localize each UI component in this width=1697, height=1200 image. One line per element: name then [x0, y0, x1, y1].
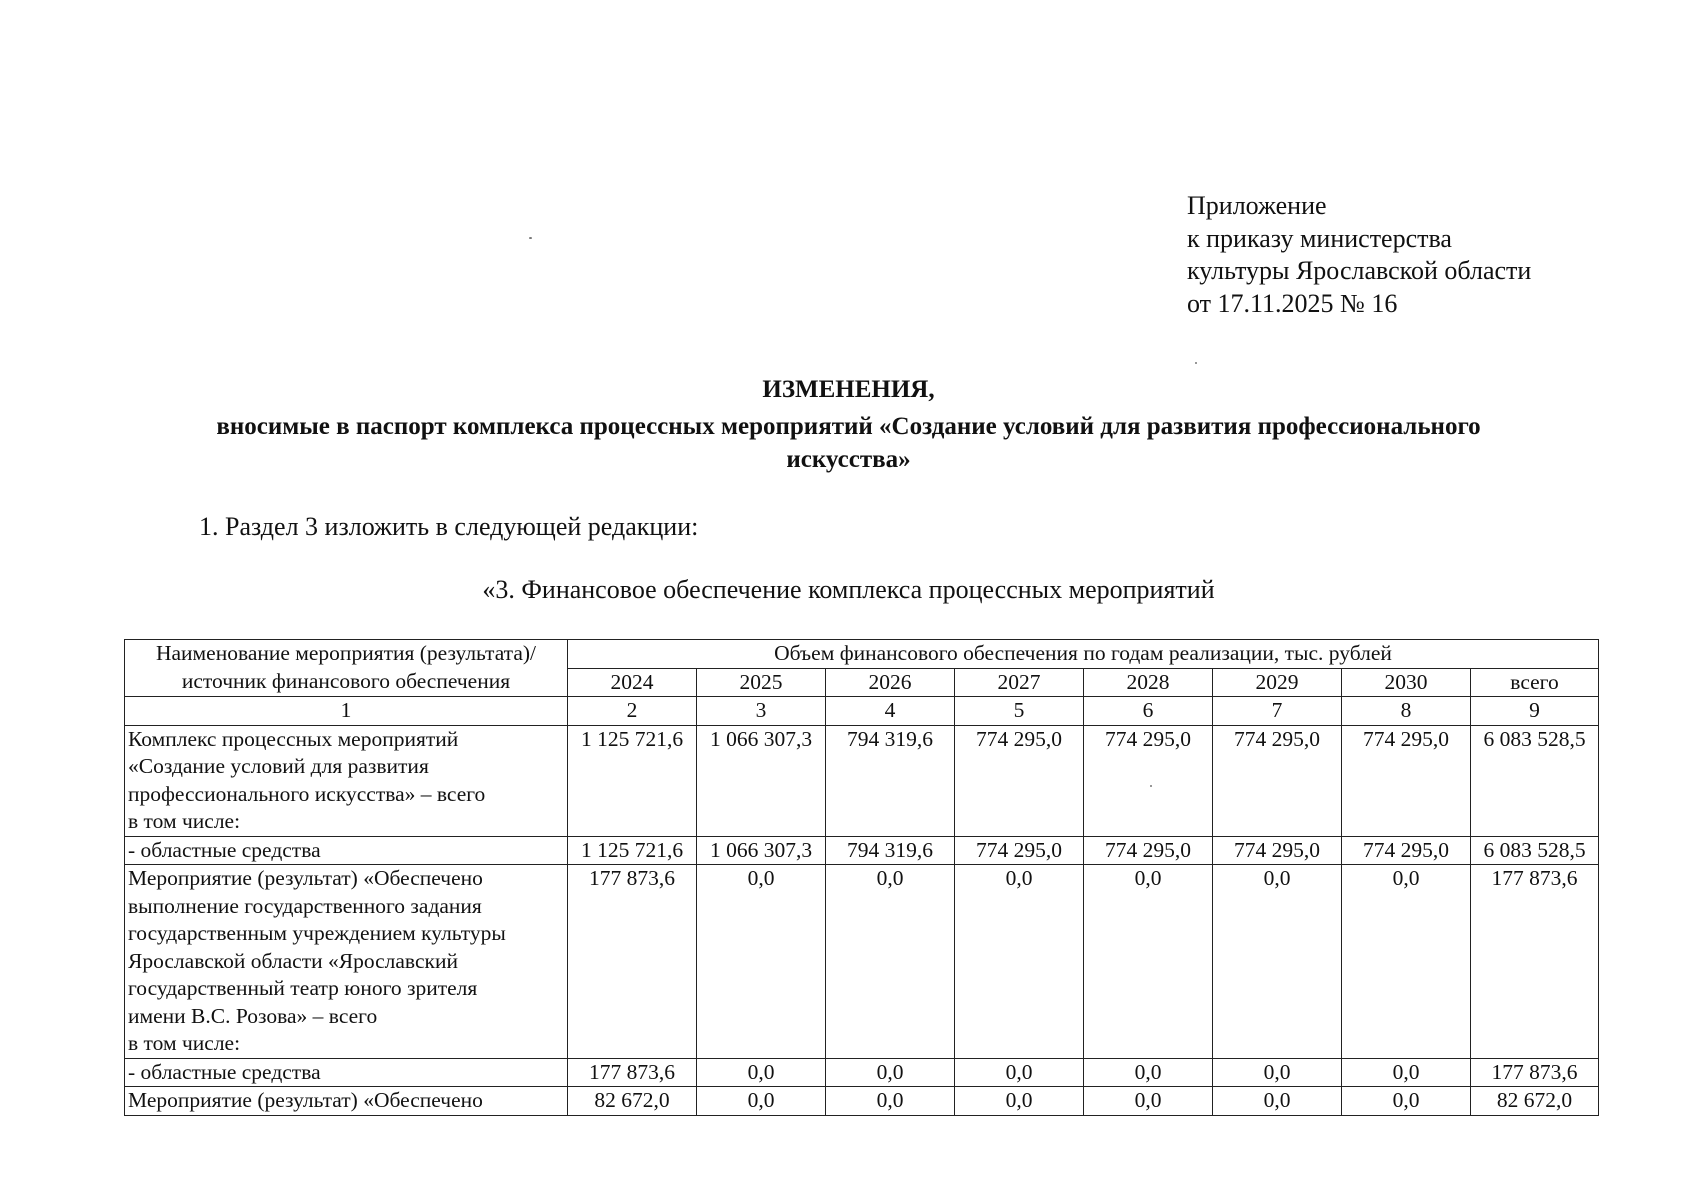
row-name-line: - областные средства	[128, 837, 321, 862]
document-subheading-cont: искусства»	[786, 446, 911, 473]
value-cell: 0,0	[697, 1087, 826, 1116]
scan-speck	[1150, 785, 1152, 787]
appendix-block	[1187, 190, 1531, 320]
value-cell: 0,0	[1084, 865, 1213, 1059]
column-number: 9	[1471, 697, 1599, 726]
value-cell: 0,0	[697, 865, 826, 1059]
header-row	[125, 640, 1599, 669]
header-name-line: Наименование мероприятия (результата)/	[155, 641, 537, 665]
value-cell: 774 295,0	[1084, 725, 1213, 836]
row-name-line: Мероприятие (результат) «Обеспечено	[128, 866, 483, 890]
value-cell: 82 672,0	[568, 1087, 697, 1116]
year-cell: 2028	[1084, 668, 1213, 697]
header-group-cell: Объем финансового обеспечения по годам реализации, тыс. рублей	[568, 640, 1599, 669]
value-cell: 794 319,6	[826, 725, 955, 836]
value-cell: 0,0	[955, 865, 1084, 1059]
row-name-line: - областные средства	[128, 1059, 321, 1084]
value-cell: 0,0	[1084, 1058, 1213, 1087]
year-cell: 2030	[1342, 668, 1471, 697]
value-cell-total: 82 672,0	[1471, 1087, 1599, 1116]
value-cell: 774 295,0	[1084, 836, 1213, 865]
scan-speck	[529, 237, 532, 239]
row-name-cell	[125, 865, 568, 1059]
value-cell: 1 066 307,3	[697, 725, 826, 836]
column-number: 4	[826, 697, 955, 726]
column-number: 2	[568, 697, 697, 726]
value-cell: 0,0	[826, 1058, 955, 1087]
year-cell: 2025	[697, 668, 826, 697]
value-cell: 0,0	[697, 1058, 826, 1087]
value-cell: 1 066 307,3	[697, 836, 826, 865]
value-cell: 0,0	[1213, 1058, 1342, 1087]
table-body	[125, 725, 1599, 1115]
row-name-line: государственный театр юного зрителя	[128, 976, 478, 1000]
value-cell: 0,0	[826, 865, 955, 1059]
value-cell: 0,0	[1213, 1087, 1342, 1116]
column-number: 8	[1342, 697, 1471, 726]
section-title: «3. Финансовое обеспечение комплекса процессных мероприятий	[482, 575, 1215, 604]
table-row	[125, 725, 1599, 836]
column-number: 6	[1084, 697, 1213, 726]
row-name-line: имени В.С. Розова» – всего	[128, 1003, 378, 1028]
appendix-date-number: от 17.11.2025 № 16	[1187, 288, 1398, 318]
table-row	[125, 836, 1599, 865]
appendix-line: к приказу министерства	[1187, 223, 1452, 253]
column-number: 7	[1213, 697, 1342, 726]
value-cell: 774 295,0	[1342, 836, 1471, 865]
scan-speck	[1195, 362, 1197, 364]
column-number: 1	[125, 697, 568, 726]
row-name-line: Ярославской области «Ярославский	[128, 948, 458, 973]
table-row	[125, 1058, 1599, 1087]
row-name-cell	[125, 836, 568, 865]
list-item-1: 1. Раздел 3 изложить в следующей редакции:	[199, 512, 699, 541]
year-cell: 2029	[1213, 668, 1342, 697]
value-cell-total: 177 873,6	[1471, 865, 1599, 1059]
value-cell-total: 6 083 528,5	[1471, 836, 1599, 865]
row-name-line: в том числе:	[128, 1031, 241, 1055]
table-row	[125, 1087, 1599, 1116]
row-name-cell	[125, 1058, 568, 1087]
table-row	[125, 865, 1599, 1059]
value-cell: 794 319,6	[826, 836, 955, 865]
header-name-line: источник финансового обеспечения	[181, 668, 511, 693]
value-cell-total: 177 873,6	[1471, 1058, 1599, 1087]
year-cell: 2024	[568, 668, 697, 697]
row-name-line: Мероприятие (результат) «Обеспечено	[128, 1088, 483, 1112]
finance-table	[124, 639, 1599, 1116]
value-cell: 0,0	[826, 1087, 955, 1116]
column-number: 5	[955, 697, 1084, 726]
value-cell-total: 6 083 528,5	[1471, 725, 1599, 836]
value-cell: 774 295,0	[1213, 836, 1342, 865]
value-cell: 0,0	[1213, 865, 1342, 1059]
row-name-line: в том числе:	[128, 809, 241, 833]
row-name-line: государственным учреждением культуры	[128, 921, 506, 945]
value-cell: 774 295,0	[1342, 725, 1471, 836]
value-cell: 1 125 721,6	[568, 725, 697, 836]
appendix-line: Приложение	[1187, 191, 1327, 220]
value-cell: 774 295,0	[1213, 725, 1342, 836]
row-name-line: выполнение государственного задания	[128, 893, 482, 918]
value-cell: 0,0	[1342, 1087, 1471, 1116]
year-cell: 2026	[826, 668, 955, 697]
value-cell: 0,0	[1342, 865, 1471, 1059]
row-name-cell	[125, 725, 568, 836]
document-heading: ИЗМЕНЕНИЯ,	[762, 376, 935, 403]
row-name-line: «Создание условий для развития	[128, 754, 429, 778]
header-name-cell	[125, 640, 568, 697]
row-name-cell	[125, 1087, 568, 1116]
document-subheading: вносимые в паспорт комплекса процессных мероприятий «Создание условий для развития профессионального	[216, 413, 1481, 440]
value-cell: 0,0	[1084, 1087, 1213, 1116]
value-cell: 774 295,0	[955, 836, 1084, 865]
year-cell-total: всего	[1471, 668, 1599, 697]
column-numbers-row	[125, 697, 1599, 726]
year-cell: 2027	[955, 668, 1084, 697]
value-cell: 0,0	[955, 1087, 1084, 1116]
value-cell: 1 125 721,6	[568, 836, 697, 865]
column-number: 3	[697, 697, 826, 726]
row-name-line: Комплекс процессных мероприятий	[128, 726, 459, 751]
value-cell: 177 873,6	[568, 1058, 697, 1087]
appendix-line: культуры Ярославской области	[1187, 256, 1532, 285]
row-name-line: профессионального искусства» – всего	[128, 781, 486, 806]
value-cell: 177 873,6	[568, 865, 697, 1059]
value-cell: 0,0	[955, 1058, 1084, 1087]
value-cell: 774 295,0	[955, 725, 1084, 836]
value-cell: 0,0	[1342, 1058, 1471, 1087]
